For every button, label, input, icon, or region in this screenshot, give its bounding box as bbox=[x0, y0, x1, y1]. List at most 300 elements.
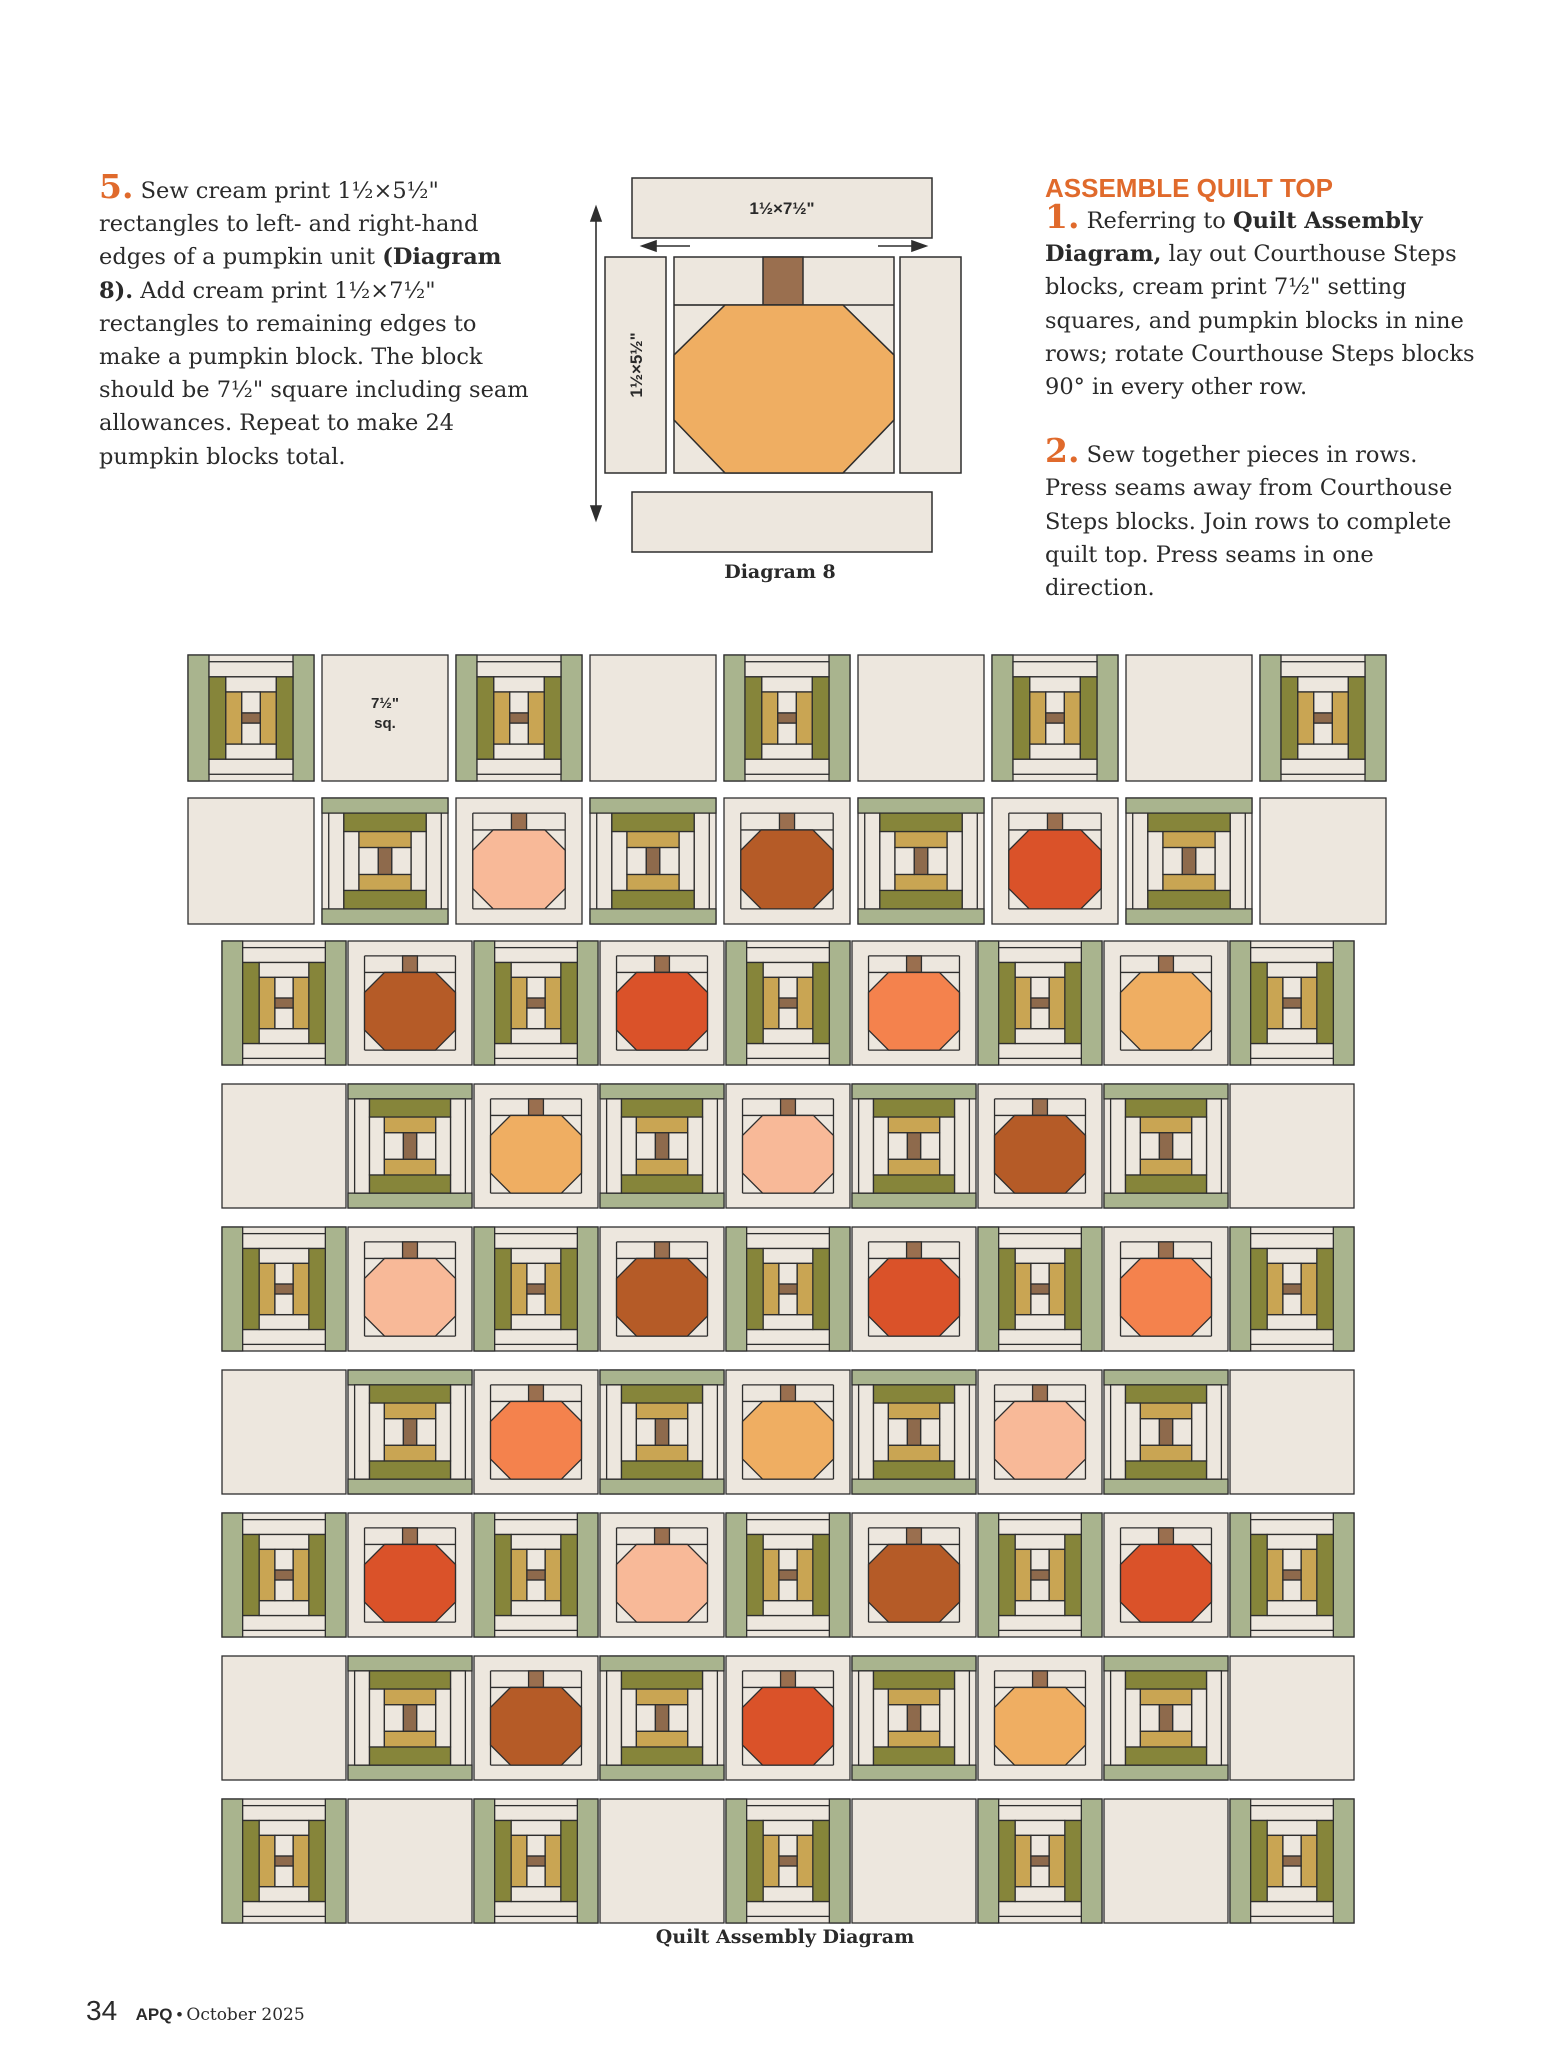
pumpkin-stem bbox=[907, 1242, 922, 1259]
sage-strip bbox=[726, 1227, 747, 1351]
sage-strip bbox=[348, 1656, 472, 1671]
gold-strip bbox=[545, 1549, 561, 1600]
pumpkin-stem bbox=[781, 1099, 796, 1116]
cream-strip bbox=[1031, 1835, 1049, 1856]
gold-strip bbox=[797, 1835, 813, 1886]
cream-strip bbox=[636, 1419, 655, 1445]
gold-strip bbox=[763, 977, 779, 1028]
gold-strip bbox=[359, 874, 411, 890]
cream-strip bbox=[275, 1008, 293, 1029]
cream-strip bbox=[209, 662, 293, 677]
gold-strip bbox=[627, 832, 679, 848]
gold-strip bbox=[259, 977, 275, 1028]
cream-strip bbox=[1298, 677, 1348, 692]
center-square bbox=[275, 1856, 293, 1866]
cream-strip bbox=[1031, 1549, 1049, 1570]
olive-strip bbox=[369, 1671, 450, 1689]
center-square bbox=[527, 998, 545, 1008]
sage-strip bbox=[590, 909, 716, 924]
cream-strip bbox=[999, 1616, 1082, 1631]
quilt-row bbox=[222, 1656, 1354, 1780]
issue-date: October 2025 bbox=[186, 2005, 305, 2025]
olive-strip bbox=[369, 1461, 450, 1479]
cream-strip bbox=[873, 1689, 888, 1747]
cream-strip bbox=[1031, 1263, 1049, 1284]
setting-square bbox=[600, 1799, 724, 1923]
olive-strip bbox=[1148, 890, 1230, 908]
cream-strip bbox=[426, 813, 441, 909]
center-square bbox=[1283, 1570, 1301, 1580]
square-label: 7½" bbox=[371, 694, 399, 712]
gold-strip bbox=[797, 1549, 813, 1600]
square-label: sq. bbox=[374, 715, 396, 733]
pumpkin-shape bbox=[491, 1687, 582, 1765]
cream-strip bbox=[275, 977, 293, 998]
cream-strip bbox=[494, 744, 544, 759]
center-square bbox=[907, 1705, 920, 1731]
center-square bbox=[1314, 713, 1332, 723]
sage-strip bbox=[474, 1227, 495, 1351]
gold-strip bbox=[384, 1731, 435, 1747]
olive-strip bbox=[1125, 1099, 1206, 1117]
cream-strip bbox=[888, 1419, 907, 1445]
sage-strip bbox=[325, 941, 346, 1065]
olive-strip bbox=[747, 1534, 764, 1615]
center-square bbox=[914, 848, 927, 875]
gold-strip bbox=[1140, 1731, 1191, 1747]
cream-strip bbox=[747, 1902, 830, 1917]
pumpkin-shape bbox=[743, 1401, 834, 1479]
olive-strip bbox=[369, 1385, 450, 1403]
cream-strip bbox=[779, 1294, 797, 1315]
olive-strip bbox=[812, 677, 829, 759]
gold-strip bbox=[888, 1117, 939, 1133]
cream-strip bbox=[921, 1419, 940, 1445]
cream-strip bbox=[745, 759, 829, 774]
olive-strip bbox=[344, 813, 426, 831]
cream-strip bbox=[779, 977, 797, 998]
cream-strip bbox=[1031, 1866, 1049, 1887]
pumpkin-shape bbox=[617, 972, 708, 1050]
gold-strip bbox=[511, 1549, 527, 1600]
center-square bbox=[275, 1570, 293, 1580]
gold-strip bbox=[1049, 977, 1065, 1028]
gold-strip bbox=[636, 1445, 687, 1461]
sage-strip bbox=[1104, 1084, 1228, 1099]
gold-strip bbox=[511, 1835, 527, 1886]
cream-strip bbox=[226, 744, 276, 759]
cream-strip bbox=[511, 1820, 561, 1835]
gold-strip bbox=[895, 832, 947, 848]
sage-strip bbox=[600, 1084, 724, 1099]
cream-strip bbox=[1251, 1616, 1334, 1631]
setting-square bbox=[1260, 798, 1386, 924]
cream-strip bbox=[607, 1671, 622, 1765]
sage-strip bbox=[852, 1193, 976, 1208]
sage-strip bbox=[577, 1227, 598, 1351]
sage-strip bbox=[1333, 941, 1354, 1065]
cream-strip bbox=[359, 848, 378, 875]
sage-strip bbox=[600, 1193, 724, 1208]
pumpkin-shape bbox=[995, 1401, 1086, 1479]
center-square bbox=[527, 1284, 545, 1294]
olive-strip bbox=[1317, 1820, 1334, 1901]
olive-strip bbox=[561, 1820, 578, 1901]
center-square bbox=[403, 1705, 416, 1731]
olive-strip bbox=[1125, 1747, 1206, 1765]
assemble-heading: ASSEMBLE QUILT TOP bbox=[1045, 173, 1333, 203]
center-square bbox=[646, 848, 659, 875]
sage-strip bbox=[577, 941, 598, 1065]
gold-strip bbox=[763, 1549, 779, 1600]
cream-strip bbox=[859, 1099, 874, 1193]
sage-strip bbox=[726, 1799, 747, 1923]
cream-strip bbox=[1267, 1887, 1317, 1902]
cream-strip bbox=[495, 948, 578, 963]
cream-strip bbox=[1125, 1117, 1140, 1175]
cream-strip bbox=[1192, 1403, 1207, 1461]
gold-strip bbox=[636, 1117, 687, 1133]
sage-strip bbox=[1081, 1799, 1102, 1923]
gold-strip bbox=[1140, 1445, 1191, 1461]
cream-strip bbox=[873, 1403, 888, 1461]
cream-strip bbox=[495, 1902, 578, 1917]
cream-strip bbox=[747, 1330, 830, 1345]
olive-strip bbox=[747, 962, 764, 1043]
cream-strip bbox=[451, 1671, 466, 1765]
cream-strip bbox=[747, 1044, 830, 1059]
pumpkin-stem bbox=[511, 813, 526, 830]
center-square bbox=[510, 713, 528, 723]
center-square bbox=[1182, 848, 1195, 875]
pumpkin-stem bbox=[655, 1528, 670, 1545]
center-square bbox=[1283, 1284, 1301, 1294]
cream-strip bbox=[1267, 1029, 1317, 1044]
sage-strip bbox=[222, 941, 243, 1065]
cream-strip bbox=[1251, 1044, 1334, 1059]
olive-strip bbox=[813, 1248, 830, 1329]
cream-strip bbox=[527, 1866, 545, 1887]
gold-strip bbox=[636, 1159, 687, 1175]
olive-strip bbox=[880, 813, 962, 831]
quilt-row bbox=[222, 1227, 1354, 1351]
cream-strip bbox=[1013, 759, 1097, 774]
gold-strip bbox=[1301, 1835, 1317, 1886]
sage-strip bbox=[1104, 1370, 1228, 1385]
gold-strip bbox=[796, 692, 812, 744]
pumpkin-stem bbox=[1159, 1242, 1174, 1259]
olive-strip bbox=[621, 1385, 702, 1403]
cream-strip bbox=[1015, 1029, 1065, 1044]
sage-strip bbox=[1104, 1479, 1228, 1494]
cream-strip bbox=[669, 1705, 688, 1731]
olive-strip bbox=[999, 1248, 1016, 1329]
cream-strip bbox=[392, 848, 411, 875]
gold-strip bbox=[384, 1117, 435, 1133]
olive-strip bbox=[999, 1820, 1016, 1901]
cream-strip bbox=[436, 1117, 451, 1175]
olive-strip bbox=[873, 1175, 954, 1193]
gold-strip bbox=[259, 1263, 275, 1314]
center-square bbox=[1031, 1284, 1049, 1294]
cream-strip bbox=[940, 1117, 955, 1175]
cream-strip bbox=[779, 1008, 797, 1029]
sage-strip bbox=[978, 1799, 999, 1923]
sage-strip bbox=[293, 655, 314, 781]
cream-strip bbox=[1281, 759, 1365, 774]
cream-strip bbox=[511, 1887, 561, 1902]
cream-strip bbox=[1283, 1294, 1301, 1315]
gold-strip bbox=[1332, 692, 1348, 744]
center-square bbox=[779, 1856, 797, 1866]
center-square bbox=[1031, 1570, 1049, 1580]
cream-strip bbox=[369, 1117, 384, 1175]
pumpkin-shape bbox=[617, 1544, 708, 1622]
cream-strip bbox=[763, 1601, 813, 1616]
center-square bbox=[1283, 1856, 1301, 1866]
cream-strip bbox=[1015, 1248, 1065, 1263]
olive-strip bbox=[873, 1385, 954, 1403]
cream-strip bbox=[779, 1580, 797, 1601]
assemble-step-2-number: 2. bbox=[1045, 431, 1080, 471]
cream-strip bbox=[999, 1902, 1082, 1917]
gold-strip bbox=[359, 832, 411, 848]
olive-strip bbox=[344, 890, 426, 908]
cream-strip bbox=[527, 977, 545, 998]
olive-strip bbox=[209, 677, 226, 759]
center-square bbox=[527, 1856, 545, 1866]
cream-strip bbox=[763, 1534, 813, 1549]
center-square bbox=[1283, 998, 1301, 1008]
cream-strip bbox=[688, 1689, 703, 1747]
sage-strip bbox=[726, 1513, 747, 1637]
sage-strip bbox=[1081, 1513, 1102, 1637]
cream-strip bbox=[688, 1117, 703, 1175]
pumpkin-stem bbox=[529, 1385, 544, 1402]
cream-strip bbox=[226, 677, 276, 692]
gold-strip bbox=[636, 1403, 687, 1419]
sage-strip bbox=[222, 1513, 243, 1637]
cream-strip bbox=[1046, 692, 1064, 713]
cream-strip bbox=[1015, 1315, 1065, 1330]
cream-strip bbox=[1031, 1294, 1049, 1315]
assemble-step-1-body: lay out Courthouse Steps blocks, cream print 7½" setting squares, and pumpkin blocks in nine rows; rotate Courthouse Steps blocks 90° in every other row. bbox=[1045, 241, 1475, 401]
pumpkin-stem bbox=[403, 1242, 418, 1259]
sage-strip bbox=[852, 1479, 976, 1494]
sage-strip bbox=[600, 1656, 724, 1671]
gold-strip bbox=[1015, 977, 1031, 1028]
sage-strip bbox=[852, 1084, 976, 1099]
cream-strip bbox=[259, 1601, 309, 1616]
sage-strip bbox=[852, 1656, 976, 1671]
cream-strip bbox=[1251, 1234, 1334, 1249]
center-square bbox=[378, 848, 391, 875]
cream-strip bbox=[955, 1385, 970, 1479]
olive-strip bbox=[309, 1534, 326, 1615]
center-square bbox=[778, 713, 796, 723]
cream-strip bbox=[1267, 1820, 1317, 1835]
center-square bbox=[1031, 998, 1049, 1008]
cream-strip bbox=[1283, 1866, 1301, 1887]
magazine-name: APQ bbox=[135, 2005, 173, 2024]
quilt-row bbox=[222, 1084, 1354, 1208]
cream-strip bbox=[747, 948, 830, 963]
assemble-step-1-pre: Referring to bbox=[1086, 208, 1226, 234]
cream-strip bbox=[1267, 1534, 1317, 1549]
gold-strip bbox=[636, 1731, 687, 1747]
pumpkin-stem bbox=[1033, 1385, 1048, 1402]
gold-strip bbox=[1015, 1263, 1031, 1314]
cream-strip bbox=[1251, 1806, 1334, 1821]
center-square bbox=[403, 1419, 416, 1445]
setting-square bbox=[222, 1370, 346, 1494]
pumpkin-stem bbox=[781, 1385, 796, 1402]
cream-strip bbox=[859, 1385, 874, 1479]
cream-strip bbox=[1207, 1385, 1222, 1479]
pumpkin-shape bbox=[473, 830, 565, 909]
setting-square bbox=[852, 1799, 976, 1923]
quilt-row bbox=[222, 1799, 1354, 1923]
center-square bbox=[275, 998, 293, 1008]
cream-strip bbox=[259, 1820, 309, 1835]
cream-strip bbox=[999, 1044, 1082, 1059]
pumpkin-stem bbox=[907, 956, 922, 973]
pumpkin-shape bbox=[1121, 1544, 1212, 1622]
sage-strip bbox=[577, 1799, 598, 1923]
pumpkin-stem bbox=[907, 1528, 922, 1545]
pumpkin-shape bbox=[743, 1687, 834, 1765]
sage-strip bbox=[325, 1227, 346, 1351]
diagram-8-top-label: 1½×7½" bbox=[749, 199, 815, 218]
gold-strip bbox=[1140, 1403, 1191, 1419]
cream-strip bbox=[703, 1099, 718, 1193]
gold-strip bbox=[293, 1263, 309, 1314]
cream-strip bbox=[999, 1520, 1082, 1535]
pumpkin-shape bbox=[869, 1544, 960, 1622]
cream-strip bbox=[747, 1234, 830, 1249]
sage-strip bbox=[1333, 1799, 1354, 1923]
cream-strip bbox=[1015, 1820, 1065, 1835]
cream-strip bbox=[242, 723, 260, 744]
cream-strip bbox=[778, 723, 796, 744]
sage-strip bbox=[1230, 1227, 1251, 1351]
cream-strip bbox=[1125, 1403, 1140, 1461]
gold-strip bbox=[1267, 1549, 1283, 1600]
olive-strip bbox=[1125, 1175, 1206, 1193]
cream-strip bbox=[1140, 1419, 1159, 1445]
cream-strip bbox=[1031, 1008, 1049, 1029]
cream-strip bbox=[636, 1705, 655, 1731]
step-5-body-2: Add cream print 1½×7½" rectangles to remaining edges to make a pumpkin block. The block should be 7½" square including seam allowances. Repeat to make 24 pumpkin blocks total. bbox=[99, 277, 529, 470]
cream-strip bbox=[940, 1689, 955, 1747]
cream-strip bbox=[763, 1315, 813, 1330]
sage-strip bbox=[978, 1513, 999, 1637]
pumpkin-shape bbox=[365, 1258, 456, 1336]
cream-strip bbox=[1111, 1099, 1126, 1193]
cream-strip bbox=[1173, 1133, 1192, 1159]
cream-strip bbox=[747, 1616, 830, 1631]
pumpkin-stem bbox=[655, 956, 670, 973]
setting-square bbox=[188, 798, 314, 924]
olive-strip bbox=[1317, 1534, 1334, 1615]
center-square bbox=[779, 998, 797, 1008]
cream-strip bbox=[947, 832, 962, 891]
sage-strip bbox=[1126, 909, 1252, 924]
olive-strip bbox=[813, 962, 830, 1043]
cream-strip bbox=[417, 1133, 436, 1159]
cream-strip bbox=[1283, 977, 1301, 998]
olive-strip bbox=[276, 677, 293, 759]
cream-strip bbox=[621, 1117, 636, 1175]
cream-strip bbox=[703, 1671, 718, 1765]
olive-strip bbox=[495, 1820, 512, 1901]
olive-strip bbox=[999, 1534, 1016, 1615]
setting-square bbox=[590, 655, 716, 781]
pumpkin-shape bbox=[741, 830, 833, 909]
cream-strip bbox=[1173, 1419, 1192, 1445]
cream-strip bbox=[999, 1234, 1082, 1249]
pumpkin-shape bbox=[995, 1687, 1086, 1765]
gold-strip bbox=[1301, 1549, 1317, 1600]
sage-strip bbox=[348, 1084, 472, 1099]
cream-strip bbox=[669, 1133, 688, 1159]
cream-strip bbox=[1140, 1133, 1159, 1159]
cream-strip bbox=[1283, 1008, 1301, 1029]
gold-strip bbox=[1015, 1549, 1031, 1600]
cream-strip bbox=[355, 1385, 370, 1479]
gold-strip bbox=[1301, 977, 1317, 1028]
gold-strip bbox=[1267, 1263, 1283, 1314]
cream-strip bbox=[778, 692, 796, 713]
pumpkin-shape bbox=[995, 1115, 1086, 1193]
center-square bbox=[1031, 1856, 1049, 1866]
olive-strip bbox=[243, 962, 260, 1043]
cream-strip bbox=[436, 1403, 451, 1461]
cream-strip bbox=[1251, 948, 1334, 963]
sage-strip bbox=[474, 1799, 495, 1923]
olive-strip bbox=[309, 1248, 326, 1329]
gold-strip bbox=[293, 1549, 309, 1600]
cream-strip bbox=[636, 1133, 655, 1159]
pumpkin-stem bbox=[779, 813, 794, 830]
cream-strip bbox=[369, 1689, 384, 1747]
pumpkin-shape bbox=[1009, 830, 1101, 909]
gold-strip bbox=[1298, 692, 1314, 744]
cream-strip bbox=[259, 1248, 309, 1263]
cream-strip bbox=[1046, 723, 1064, 744]
gold-strip bbox=[888, 1731, 939, 1747]
cream-strip bbox=[597, 813, 612, 909]
olive-strip bbox=[1317, 1248, 1334, 1329]
olive-strip bbox=[477, 677, 494, 759]
pumpkin-stem bbox=[655, 1242, 670, 1259]
pumpkin-stem bbox=[1159, 1528, 1174, 1545]
center-square bbox=[242, 713, 260, 723]
cream-strip bbox=[1207, 1099, 1222, 1193]
cream-strip bbox=[747, 1520, 830, 1535]
cream-strip bbox=[873, 1117, 888, 1175]
cream-strip bbox=[355, 1099, 370, 1193]
cream-strip bbox=[511, 1029, 561, 1044]
cream-strip bbox=[1173, 1705, 1192, 1731]
olive-strip bbox=[612, 813, 694, 831]
pumpkin-shape bbox=[1121, 1258, 1212, 1336]
cream-strip bbox=[1283, 1549, 1301, 1570]
sage-strip bbox=[348, 1370, 472, 1385]
center-square bbox=[655, 1419, 668, 1445]
gold-strip bbox=[528, 692, 544, 744]
cream-strip bbox=[999, 1806, 1082, 1821]
